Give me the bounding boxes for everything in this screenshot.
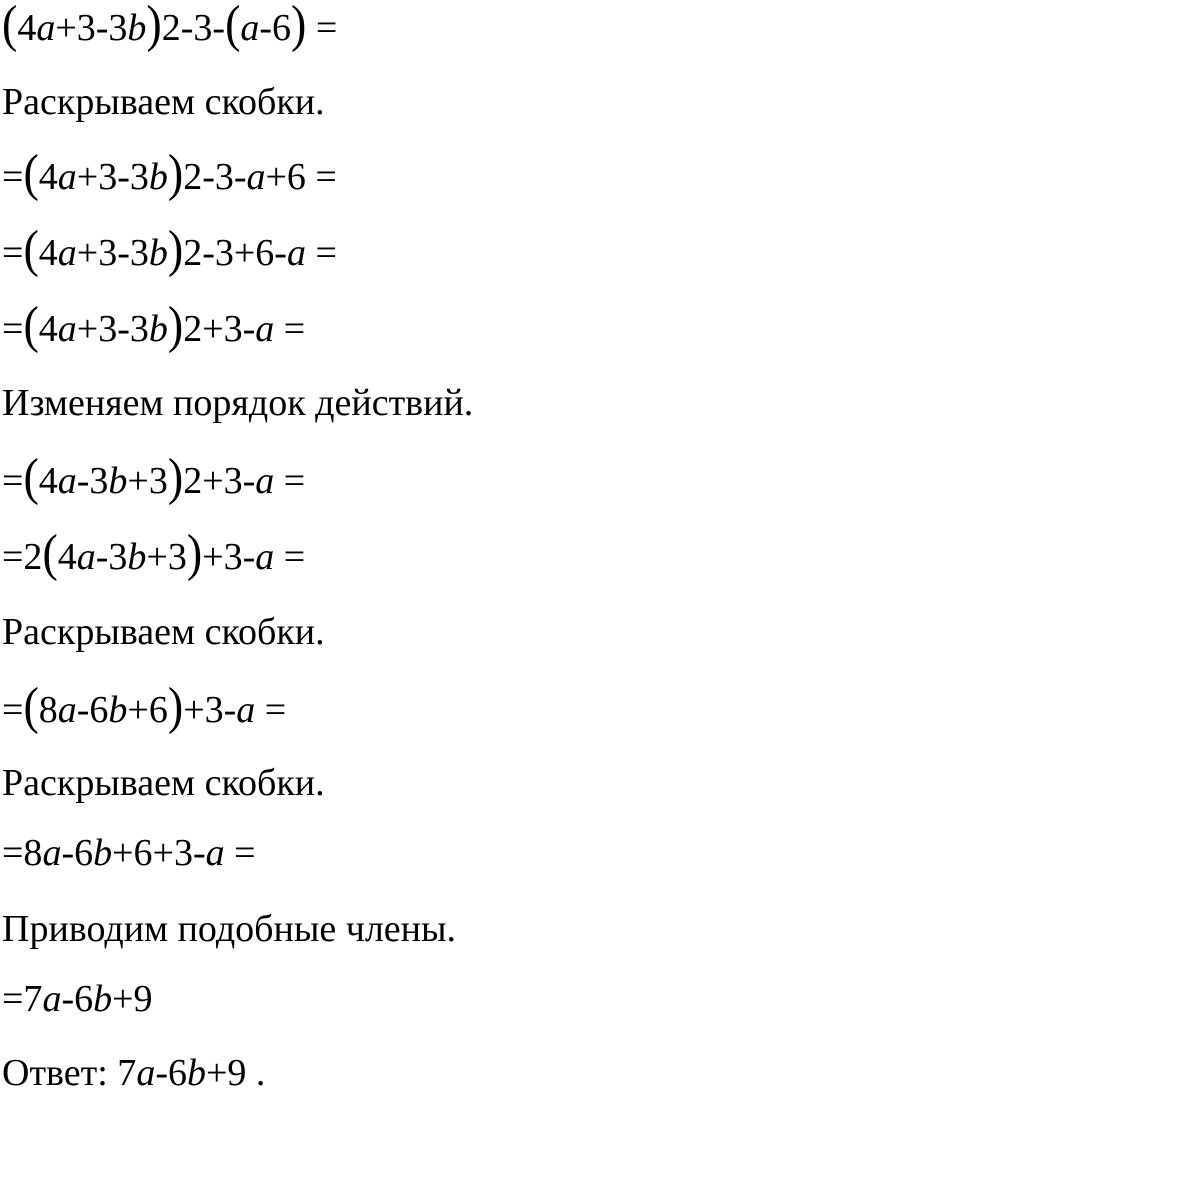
bracket: ) (291, 0, 307, 53)
bracket: ) (167, 296, 184, 354)
expression-text: +3 (127, 460, 168, 502)
expression-text: Ответ: 7 (2, 1052, 137, 1094)
variable: b (127, 536, 147, 578)
variable: b (148, 308, 168, 350)
expression-text: = (2, 308, 24, 350)
variable: a (255, 536, 275, 578)
variable: a (205, 832, 225, 874)
variable: a (236, 689, 256, 731)
expression-text: +3-3 (55, 7, 128, 49)
variable: a (57, 460, 77, 502)
step-comment (2, 609, 325, 655)
expression-text: = (224, 832, 256, 874)
math-expression (2, 296, 306, 354)
expression-text: -6 (61, 832, 94, 874)
step-comment (2, 906, 456, 952)
math-expression (2, 448, 306, 506)
math-expression (2, 524, 306, 582)
expression-text: -6 (259, 7, 292, 49)
expression-text: = (274, 308, 306, 350)
variable: a (57, 232, 77, 274)
step-comment (2, 79, 325, 125)
expression-text: 2-3- (161, 7, 226, 49)
variable: b (127, 7, 147, 49)
variable: a (57, 156, 77, 198)
expression-text: 2-3+6- (183, 232, 287, 274)
expression-text: +3 (146, 536, 187, 578)
variable: b (93, 832, 113, 874)
variable: a (136, 1052, 156, 1094)
expression-text: Раскрываем скобки. (2, 81, 325, 123)
bracket: ( (23, 677, 39, 735)
expression-text: +6 = (265, 156, 337, 198)
math-expression (2, 220, 337, 278)
expression-text: +9 (112, 978, 153, 1020)
variable: b (108, 460, 128, 502)
variable: b (108, 689, 128, 731)
expression-text: = (2, 156, 24, 198)
variable: a (286, 232, 306, 274)
bracket: ( (225, 0, 241, 53)
expression-text: 4 (38, 308, 58, 350)
expression-text: 2+3- (183, 460, 256, 502)
expression-text: -3 (76, 460, 109, 502)
bracket: ) (167, 220, 184, 278)
variable: a (42, 978, 62, 1020)
variable: a (255, 308, 275, 350)
math-expression (2, 144, 337, 202)
expression-text: 4 (38, 460, 58, 502)
expression-text: = (2, 689, 24, 731)
expression-text: = (305, 232, 337, 274)
expression-text: 4 (57, 536, 77, 578)
variable: b (148, 232, 168, 274)
expression-text: 2-3- (183, 156, 247, 198)
expression-text: +6+3- (112, 832, 206, 874)
expression-text: Изменяем порядок действий. (2, 382, 474, 424)
expression-text: +3-3 (76, 308, 149, 350)
variable: b (186, 1052, 206, 1094)
answer-line (2, 1050, 265, 1096)
bracket: ) (167, 448, 184, 506)
variable: a (57, 308, 77, 350)
expression-text: -3 (95, 536, 128, 578)
math-expression (2, 0, 338, 53)
bracket: ) (186, 524, 203, 582)
math-expression (2, 677, 287, 735)
variable: a (36, 7, 56, 49)
expression-text: Приводим подобные члены. (2, 908, 457, 950)
expression-text: -6 (155, 1052, 187, 1094)
expression-text: -6 (76, 689, 109, 731)
expression-text: =7 (2, 978, 43, 1020)
expression-text: Раскрываем скобки. (2, 762, 325, 804)
math-expression (2, 830, 256, 876)
expression-text: = (2, 460, 24, 502)
bracket: ) (167, 677, 184, 735)
variable: a (42, 832, 62, 874)
expression-text: =2 (2, 536, 43, 578)
math-expression (2, 976, 153, 1022)
expression-text: +6 (127, 689, 168, 731)
expression-text: 4 (17, 7, 37, 49)
variable: b (93, 978, 113, 1020)
bracket: ) (167, 144, 184, 202)
bracket: ( (2, 0, 18, 53)
variable: a (76, 536, 96, 578)
expression-text: = (274, 460, 306, 502)
bracket: ( (23, 144, 39, 202)
expression-text: -6 (61, 978, 94, 1020)
variable: a (240, 7, 260, 49)
variable: a (255, 460, 275, 502)
bracket: ( (23, 448, 39, 506)
expression-text: +3- (202, 536, 256, 578)
bracket: ( (23, 220, 39, 278)
expression-text: = (274, 536, 306, 578)
expression-text: = (306, 7, 338, 49)
expression-text: +3-3 (76, 232, 149, 274)
step-comment (2, 760, 325, 806)
step-comment (2, 380, 473, 426)
expression-text: +3-3 (76, 156, 149, 198)
bracket: ( (23, 296, 39, 354)
variable: a (246, 156, 266, 198)
expression-text: 8 (38, 689, 58, 731)
variable: b (148, 156, 168, 198)
expression-text: 2+3- (183, 308, 256, 350)
expression-text: Раскрываем скобки. (2, 611, 325, 653)
variable: a (57, 689, 77, 731)
expression-text: 4 (38, 156, 58, 198)
expression-text: =8 (2, 832, 43, 874)
bracket: ) (146, 0, 162, 53)
expression-text: = (255, 689, 287, 731)
expression-text: +9 . (205, 1052, 266, 1094)
expression-text: 4 (38, 232, 58, 274)
expression-text: = (2, 232, 24, 274)
expression-text: +3- (183, 689, 237, 731)
bracket: ( (42, 524, 58, 582)
